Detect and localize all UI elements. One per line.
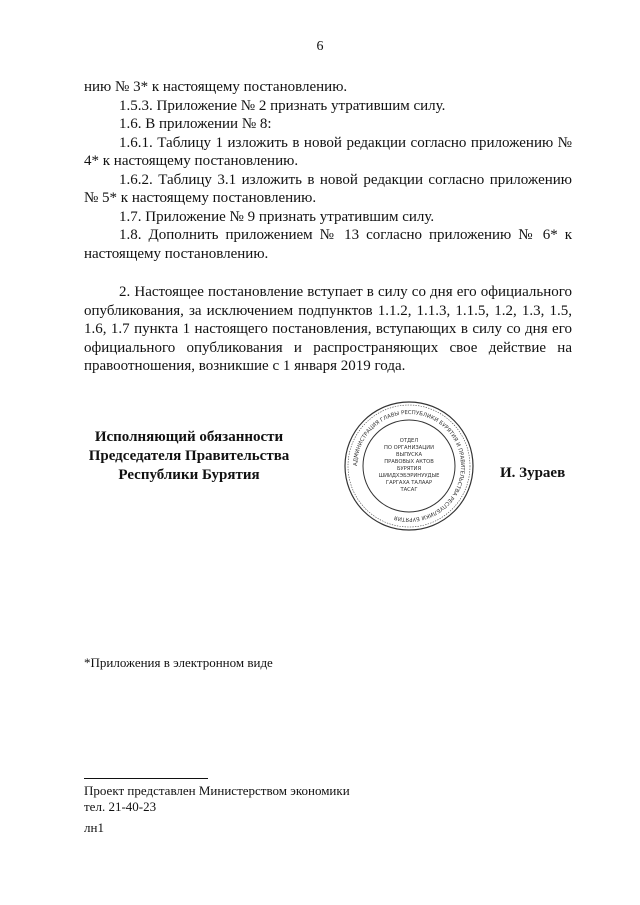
document-body bbox=[84, 78, 572, 376]
seal-text: ПРАВОВЫХ АКТОВ bbox=[384, 459, 434, 465]
seal-text: ОТДЕЛ bbox=[399, 438, 419, 444]
signature-title bbox=[84, 428, 294, 485]
paragraph: нию № 3* к настоящему постановлению. bbox=[84, 79, 348, 95]
seal-text: ТАСАГ bbox=[400, 487, 418, 493]
paragraph: 1.5.3. Приложение № 2 признать утратившим силу. bbox=[119, 97, 446, 114]
page-number: 6 bbox=[316, 39, 324, 54]
paragraph: 2. Настоящее постановление вступает в силу со дня его официального опубликования, за исключением подпунктов 1.1.2, 1.1.3, 1.1.5, 1.2, 1.3, 1.5, 1.6, 1.7 пункта 1 настоящего постановления, вступающих в силу со дня его официального опубликования и распространяющих свое действие на правоотношения, возникшие с 1 января 2019 года. bbox=[84, 284, 572, 374]
seal-text: ГАРГАХА ТАЛААР bbox=[385, 480, 433, 486]
signature-title-line: Председателя Правительства bbox=[88, 448, 290, 464]
seal-text: ШИИДХЭБЭРИНУУДЫЕ bbox=[378, 473, 440, 479]
paragraph: 1.6.2. Таблицу 3.1 изложить в новой редакции согласно приложению № 5* к настоящему постановлению. bbox=[84, 171, 572, 206]
spacer bbox=[84, 263, 572, 283]
paragraph: 1.7. Приложение № 9 признать утратившим силу. bbox=[119, 208, 435, 225]
seal-text: ВЫПУСКА bbox=[395, 452, 423, 458]
footer-line: лн1 bbox=[84, 820, 104, 835]
footer-line: Проект представлен Министерством экономики bbox=[84, 783, 350, 798]
footnote: *Приложения в электронном виде bbox=[84, 655, 273, 670]
seal-text: ПО ОРГАНИЗАЦИИ bbox=[383, 445, 435, 451]
paragraph: 1.6.1. Таблицу 1 изложить в новой редакции согласно приложению № 4* к настоящему постановлению. bbox=[84, 134, 572, 169]
seal-ring-text: АДМИНИСТРАЦИЯ ГЛАВЫ РЕСПУБЛИКИ БУРЯТИЯ И ПРАВИТЕЛЬСТВА РЕСПУБЛИКИ БУРЯТИЯ bbox=[352, 409, 466, 523]
official-seal bbox=[343, 400, 475, 532]
footer-divider bbox=[84, 778, 208, 779]
seal-text: БУРЯТИЯ bbox=[396, 466, 422, 472]
signature-title-line: Исполняющий обязанности bbox=[94, 429, 284, 445]
paragraph: 1.8. Дополнить приложением № 13 согласно приложению № 6* к настоящему постановлению. bbox=[84, 227, 572, 262]
signatory-name: И. Зураев bbox=[500, 465, 566, 481]
signature-title-line: Республики Бурятия bbox=[118, 467, 260, 483]
footer-line: тел. 21-40-23 bbox=[84, 799, 157, 814]
paragraph: 1.6. В приложении № 8: bbox=[119, 116, 272, 132]
